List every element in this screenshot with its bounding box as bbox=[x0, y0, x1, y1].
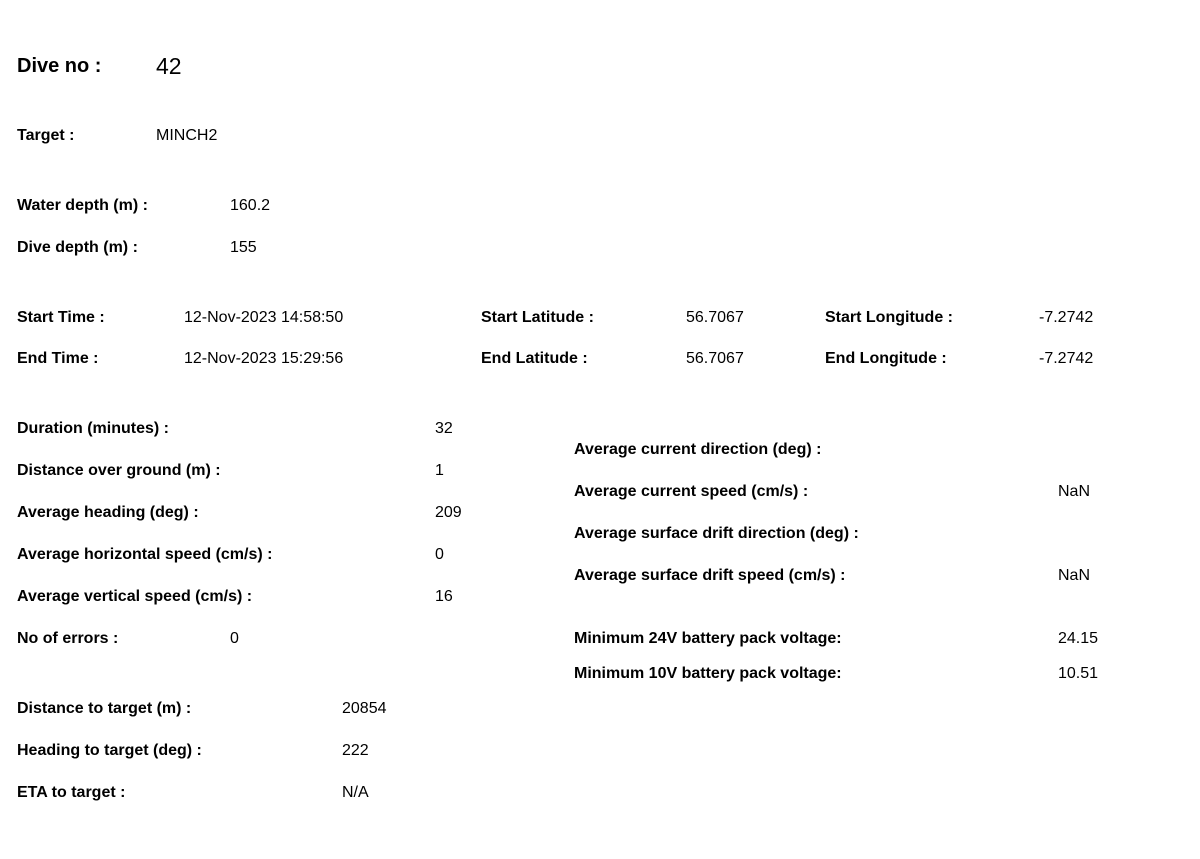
dive-depth-label: Dive depth (m) : bbox=[17, 239, 138, 256]
start-time-value: 12-Nov-2023 14:58:50 bbox=[184, 309, 344, 326]
distance-over-ground-value: 1 bbox=[435, 462, 444, 479]
target-label: Target : bbox=[17, 127, 75, 144]
water-depth-label: Water depth (m) : bbox=[17, 197, 148, 214]
start-time-label: Start Time : bbox=[17, 309, 105, 326]
average-surface-drift-speed-label: Average surface drift speed (cm/s) : bbox=[574, 567, 846, 584]
no-of-errors-value: 0 bbox=[230, 630, 239, 647]
water-depth-value: 160.2 bbox=[230, 197, 271, 214]
average-surface-drift-speed-value: NaN bbox=[1058, 567, 1091, 584]
distance-over-ground-label: Distance over ground (m) : bbox=[17, 462, 221, 479]
end-latitude-label: End Latitude : bbox=[481, 350, 588, 367]
dive-depth-value: 155 bbox=[230, 239, 257, 256]
distance-to-target-label: Distance to target (m) : bbox=[17, 700, 192, 717]
heading-to-target-value: 222 bbox=[342, 742, 369, 759]
average-vertical-speed-label: Average vertical speed (cm/s) : bbox=[17, 588, 253, 605]
min-24v-battery-value: 24.15 bbox=[1058, 630, 1099, 647]
start-latitude-value: 56.7067 bbox=[686, 309, 744, 326]
duration-label: Duration (minutes) : bbox=[17, 420, 169, 437]
average-current-speed-label: Average current speed (cm/s) : bbox=[574, 483, 809, 500]
eta-to-target-label: ETA to target : bbox=[17, 784, 126, 801]
average-heading-value: 209 bbox=[435, 504, 462, 521]
distance-to-target-value: 20854 bbox=[342, 700, 387, 717]
average-surface-drift-direction-label: Average surface drift direction (deg) : bbox=[574, 525, 859, 542]
min-10v-battery-value: 10.51 bbox=[1058, 665, 1099, 682]
no-of-errors-label: No of errors : bbox=[17, 630, 119, 647]
min-10v-battery-label: Minimum 10V battery pack voltage: bbox=[574, 665, 842, 682]
average-vertical-speed-value: 16 bbox=[435, 588, 453, 605]
end-time-value: 12-Nov-2023 15:29:56 bbox=[184, 350, 344, 367]
duration-value: 32 bbox=[435, 420, 453, 437]
min-24v-battery-label: Minimum 24V battery pack voltage: bbox=[574, 630, 842, 647]
heading-to-target-label: Heading to target (deg) : bbox=[17, 742, 202, 759]
eta-to-target-value: N/A bbox=[342, 784, 369, 801]
dive-no-label: Dive no : bbox=[17, 55, 102, 77]
start-longitude-label: Start Longitude : bbox=[825, 309, 953, 326]
average-current-speed-value: NaN bbox=[1058, 483, 1091, 500]
start-latitude-label: Start Latitude : bbox=[481, 309, 594, 326]
average-heading-label: Average heading (deg) : bbox=[17, 504, 199, 521]
average-current-direction-label: Average current direction (deg) : bbox=[574, 441, 822, 458]
end-latitude-value: 56.7067 bbox=[686, 350, 744, 367]
start-longitude-value: -7.2742 bbox=[1039, 309, 1094, 326]
dive-no-value: 42 bbox=[156, 53, 182, 79]
average-horizontal-speed-label: Average horizontal speed (cm/s) : bbox=[17, 546, 273, 563]
end-longitude-value: -7.2742 bbox=[1039, 350, 1094, 367]
end-time-label: End Time : bbox=[17, 350, 99, 367]
average-horizontal-speed-value: 0 bbox=[435, 546, 444, 563]
end-longitude-label: End Longitude : bbox=[825, 350, 947, 367]
target-value: MINCH2 bbox=[156, 127, 218, 144]
